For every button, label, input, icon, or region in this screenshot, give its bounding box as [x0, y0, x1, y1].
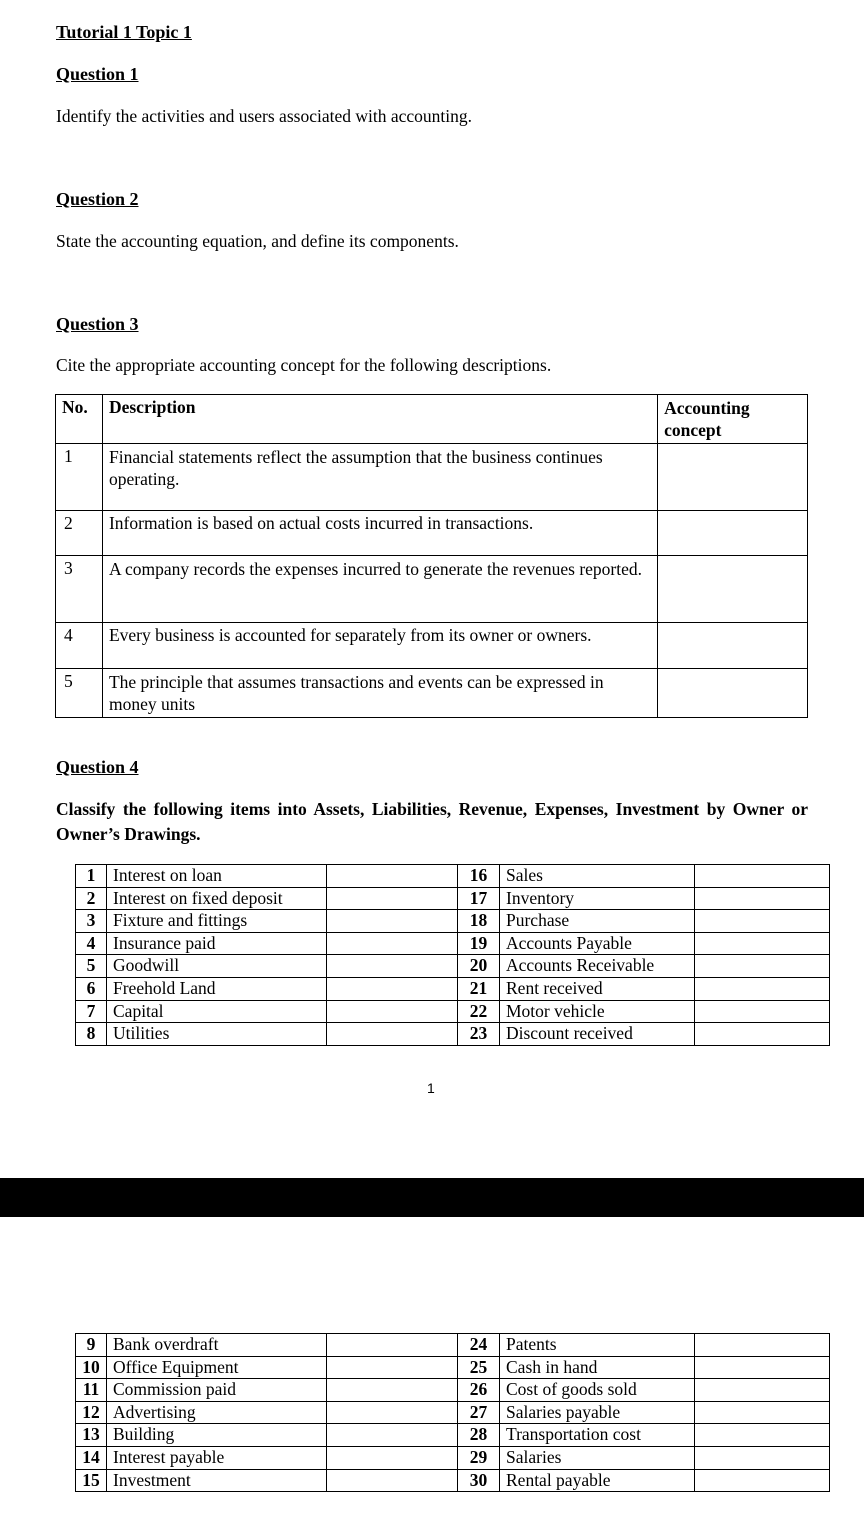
- item-number: 26: [458, 1379, 500, 1402]
- question-1-heading: Question 1: [56, 64, 139, 84]
- answer-cell[interactable]: [695, 1446, 830, 1469]
- answer-cell[interactable]: [327, 910, 458, 933]
- row-number: 1: [56, 444, 103, 511]
- header-accounting-concept: Accounting concept: [658, 395, 808, 444]
- item-number: 15: [76, 1469, 107, 1492]
- item-name: Capital: [107, 1000, 327, 1023]
- document-title: Tutorial 1 Topic 1: [56, 22, 192, 42]
- answer-cell[interactable]: [658, 511, 808, 556]
- answer-cell[interactable]: [327, 977, 458, 1000]
- item-number: 13: [76, 1424, 107, 1447]
- item-name: Accounts Receivable: [500, 955, 695, 978]
- item-name: Commission paid: [107, 1379, 327, 1402]
- item-name: Interest on loan: [107, 865, 327, 888]
- item-name: Freehold Land: [107, 977, 327, 1000]
- item-name: Building: [107, 1424, 327, 1447]
- table-row: [76, 932, 830, 955]
- item-number: 30: [458, 1469, 500, 1492]
- item-number: 21: [458, 977, 500, 1000]
- item-name: Interest on fixed deposit: [107, 887, 327, 910]
- question-2-heading: Question 2: [56, 189, 139, 209]
- row-description: Every business is accounted for separately from its owner or owners.: [102, 623, 657, 669]
- table-row: [76, 865, 830, 888]
- answer-cell[interactable]: [327, 932, 458, 955]
- item-number: 29: [458, 1446, 500, 1469]
- item-name: Salaries: [500, 1446, 695, 1469]
- table-row: [76, 1424, 830, 1447]
- table-row: [76, 1379, 830, 1402]
- answer-cell[interactable]: [327, 1356, 458, 1379]
- item-number: 20: [458, 955, 500, 978]
- question-3-heading: Question 3: [56, 314, 139, 334]
- item-number: 11: [76, 1379, 107, 1402]
- question-3-text: Cite the appropriate accounting concept for the following descriptions.: [56, 355, 552, 375]
- item-name: Insurance paid: [107, 932, 327, 955]
- answer-cell[interactable]: [695, 887, 830, 910]
- answer-cell[interactable]: [695, 1000, 830, 1023]
- table-row: [76, 1446, 830, 1469]
- table-row: [76, 1469, 830, 1492]
- item-name: Office Equipment: [107, 1356, 327, 1379]
- item-name: Rental payable: [500, 1469, 695, 1492]
- answer-cell[interactable]: [327, 1334, 458, 1357]
- table-row: [56, 511, 808, 556]
- row-description: Information is based on actual costs incurred in transactions.: [102, 511, 657, 556]
- item-number: 22: [458, 1000, 500, 1023]
- table-row: [56, 669, 808, 718]
- item-number: 16: [458, 865, 500, 888]
- answer-cell[interactable]: [695, 1401, 830, 1424]
- page-separator: [0, 1178, 864, 1217]
- item-name: Inventory: [500, 887, 695, 910]
- header-description: Description: [102, 395, 657, 444]
- answer-cell[interactable]: [695, 1424, 830, 1447]
- item-name: Cost of goods sold: [500, 1379, 695, 1402]
- item-number: 1: [76, 865, 107, 888]
- classification-table-1: [75, 864, 830, 1046]
- item-number: 4: [76, 932, 107, 955]
- item-number: 7: [76, 1000, 107, 1023]
- item-name: Bank overdraft: [107, 1334, 327, 1357]
- answer-cell[interactable]: [327, 1424, 458, 1447]
- question-4-text: Classify the following items into Assets, Liabilities, Revenue, Expenses, Investment by Owner or Owner’s Drawings.: [56, 799, 808, 844]
- item-number: 9: [76, 1334, 107, 1357]
- table-row: [76, 955, 830, 978]
- item-number: 8: [76, 1023, 107, 1046]
- classification-table-2: [75, 1333, 830, 1492]
- answer-cell[interactable]: [658, 623, 808, 669]
- item-number: 23: [458, 1023, 500, 1046]
- answer-cell[interactable]: [695, 910, 830, 933]
- answer-cell[interactable]: [695, 1023, 830, 1046]
- answer-cell[interactable]: [695, 1356, 830, 1379]
- table-row: [76, 1023, 830, 1046]
- table-row: [76, 1000, 830, 1023]
- table-row: [76, 887, 830, 910]
- item-number: 19: [458, 932, 500, 955]
- answer-cell[interactable]: [695, 1334, 830, 1357]
- table-row: [76, 1401, 830, 1424]
- table-row: [76, 910, 830, 933]
- item-name: Salaries payable: [500, 1401, 695, 1424]
- item-number: 27: [458, 1401, 500, 1424]
- item-name: Discount received: [500, 1023, 695, 1046]
- item-name: Interest payable: [107, 1446, 327, 1469]
- row-description: Financial statements reflect the assumption that the business continues operating.: [102, 444, 657, 511]
- row-number: 2: [56, 511, 103, 556]
- answer-cell[interactable]: [695, 1469, 830, 1492]
- question-1-text: Identify the activities and users associated with accounting.: [56, 106, 472, 126]
- answer-cell[interactable]: [695, 932, 830, 955]
- table-row: [56, 444, 808, 511]
- item-name: Patents: [500, 1334, 695, 1357]
- row-number: 5: [56, 669, 103, 718]
- concept-table: [55, 394, 808, 718]
- table-row: [56, 623, 808, 669]
- table-row: [76, 977, 830, 1000]
- answer-cell[interactable]: [327, 1401, 458, 1424]
- item-name: Investment: [107, 1469, 327, 1492]
- answer-cell[interactable]: [695, 955, 830, 978]
- answer-cell[interactable]: [327, 1469, 458, 1492]
- item-name: Advertising: [107, 1401, 327, 1424]
- item-name: Sales: [500, 865, 695, 888]
- item-number: 12: [76, 1401, 107, 1424]
- item-number: 14: [76, 1446, 107, 1469]
- item-name: Purchase: [500, 910, 695, 933]
- row-description: The principle that assumes transactions and events can be expressed in money units: [102, 669, 657, 718]
- answer-cell[interactable]: [327, 1446, 458, 1469]
- item-number: 28: [458, 1424, 500, 1447]
- item-number: 25: [458, 1356, 500, 1379]
- answer-cell[interactable]: [695, 977, 830, 1000]
- answer-cell[interactable]: [695, 865, 830, 888]
- table-row: [76, 1356, 830, 1379]
- answer-cell[interactable]: [327, 1023, 458, 1046]
- item-name: Goodwill: [107, 955, 327, 978]
- answer-cell[interactable]: [327, 955, 458, 978]
- concept-table-header: [56, 395, 808, 444]
- item-name: Fixture and fittings: [107, 910, 327, 933]
- item-number: 3: [76, 910, 107, 933]
- question-2-text: State the accounting equation, and define its components.: [56, 231, 459, 251]
- item-name: Motor vehicle: [500, 1000, 695, 1023]
- item-number: 17: [458, 887, 500, 910]
- answer-cell[interactable]: [658, 556, 808, 623]
- answer-cell[interactable]: [658, 444, 808, 511]
- answer-cell[interactable]: [658, 669, 808, 718]
- item-name: Accounts Payable: [500, 932, 695, 955]
- page-number: 1: [427, 1080, 435, 1096]
- row-number: 4: [56, 623, 103, 669]
- answer-cell[interactable]: [327, 1379, 458, 1402]
- table-row: [56, 556, 808, 623]
- answer-cell[interactable]: [327, 865, 458, 888]
- answer-cell[interactable]: [327, 887, 458, 910]
- answer-cell[interactable]: [695, 1379, 830, 1402]
- item-number: 6: [76, 977, 107, 1000]
- table-row: [76, 1334, 830, 1357]
- row-description: A company records the expenses incurred to generate the revenues reported.: [102, 556, 657, 623]
- item-name: Cash in hand: [500, 1356, 695, 1379]
- item-name: Rent received: [500, 977, 695, 1000]
- item-number: 24: [458, 1334, 500, 1357]
- item-name: Utilities: [107, 1023, 327, 1046]
- header-no: No.: [56, 395, 103, 444]
- item-name: Transportation cost: [500, 1424, 695, 1447]
- item-number: 10: [76, 1356, 107, 1379]
- item-number: 18: [458, 910, 500, 933]
- item-number: 2: [76, 887, 107, 910]
- answer-cell[interactable]: [327, 1000, 458, 1023]
- question-4-heading: Question 4: [56, 757, 139, 777]
- item-number: 5: [76, 955, 107, 978]
- row-number: 3: [56, 556, 103, 623]
